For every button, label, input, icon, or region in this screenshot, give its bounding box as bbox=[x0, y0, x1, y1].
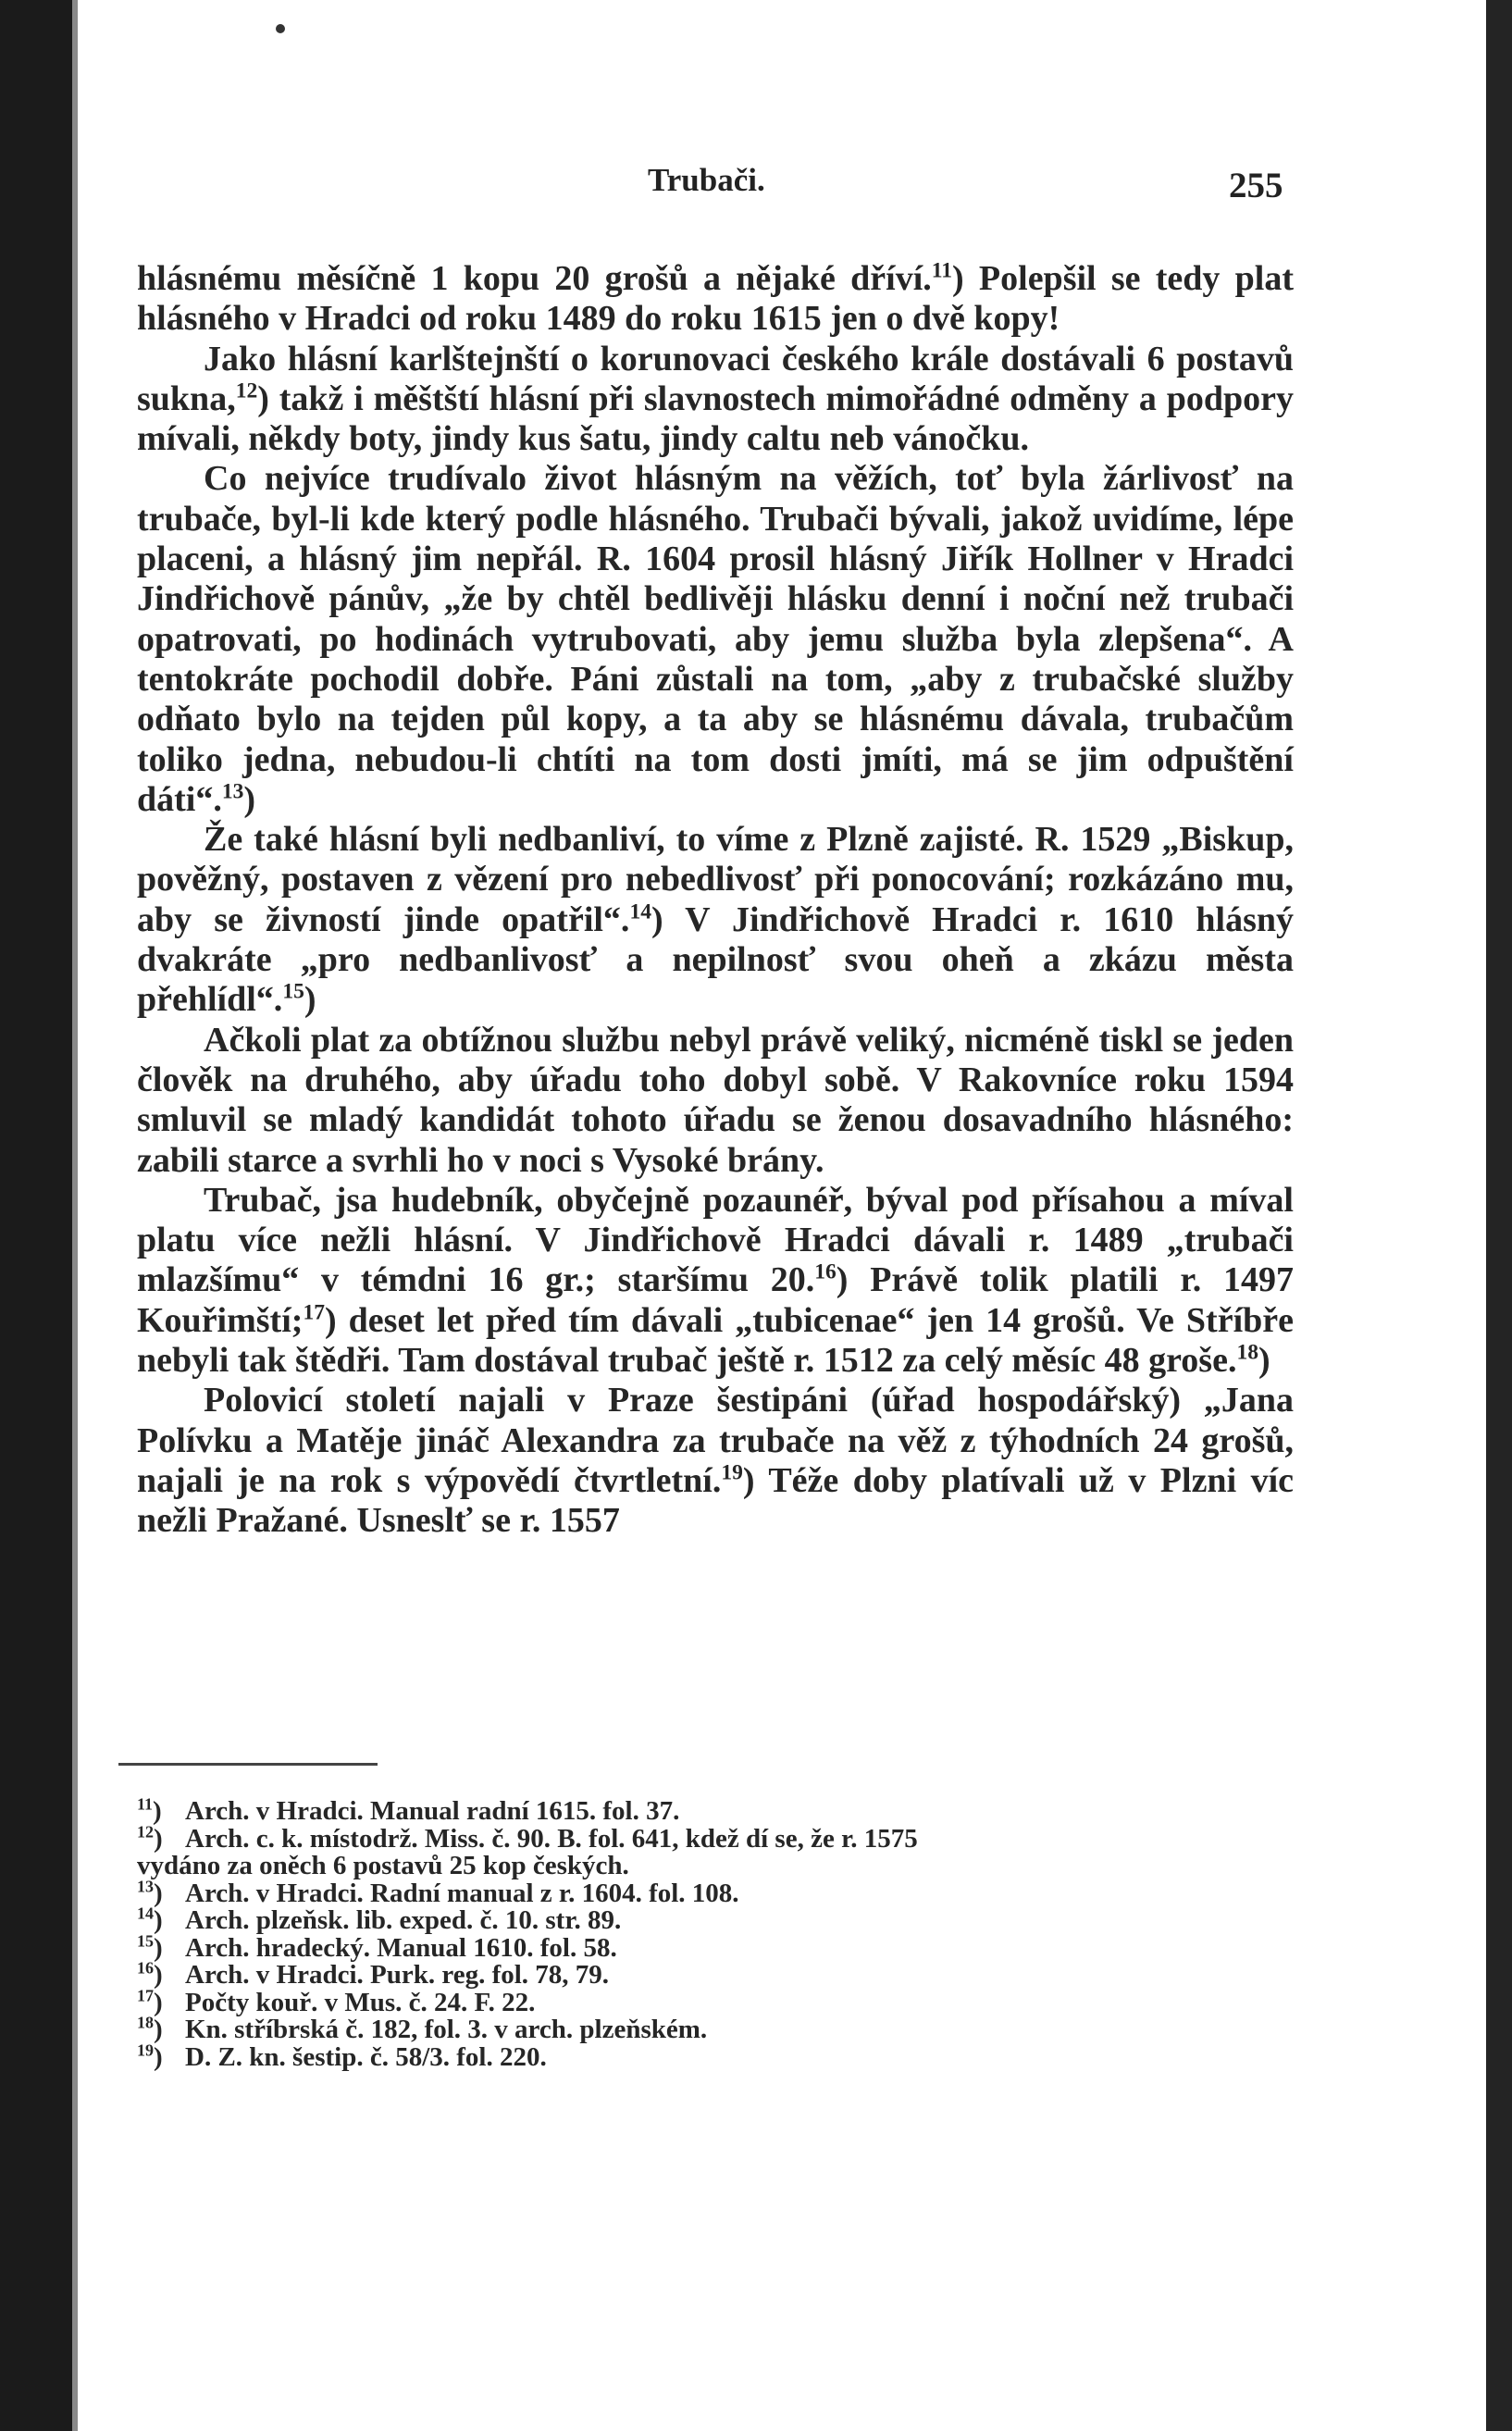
footnote-ref: 15 bbox=[282, 979, 304, 1004]
footnote: $^{15}$) Arch. hradecký. Manual 1610. fol. 58. bbox=[137, 1930, 617, 1963]
footnote-ref: 11 bbox=[931, 258, 953, 283]
paragraph: Polovicí století najali v Praze šestipáni (úřad hospodářský) „Jana Polívku a Matěje jináč Alexandra za trubače na věž z týhodních 24 grošů, najali je na rok s výpovědí čtvrtletní.$^{19}$) Téže doby platívali už v Plzni víc nežli Pražané. Usneslť se r. 1557 bbox=[137, 1381, 1294, 1541]
footnote-number: 19 bbox=[137, 2040, 154, 2059]
footnote-ref: 17 bbox=[303, 1300, 325, 1325]
footnote: $^{13}$) Arch. v Hradci. Radní manual z r. 1604. fol. 108. bbox=[137, 1876, 739, 1908]
paragraph: Trubač, jsa hudebník, obyčejně pozaunéř, býval pod přísahou a míval platu více nežli hlásní. V Jindřichově Hradci dávali r. 1489 „trubači mlazšímu“ v témdni 16 gr.; staršímu 20.16) Právě tolik platili r. 1497 Kouřimští;$^{17}$) deset let před tím dávali „tubicenae“ jen 14 grošů. Ve Stříbře nebyli tak štědři. Tam dostával trubač ještě r. 1512 za celý měsíc 48 groše.$^{18}$) bbox=[137, 1180, 1294, 1381]
footnote-number: 17 bbox=[137, 1985, 154, 2004]
footnote-ref: 14 bbox=[629, 899, 651, 924]
footnote: $^{12}$) Arch. c. k. místodrž. Miss. č. 90. B. fol. 641, kdež dí se, že r. 1575 vydáno za oněch 6 postavů 25 kop českých. bbox=[137, 1821, 918, 1880]
scan-left-edge bbox=[0, 0, 72, 2431]
paragraph: Co nejvíce trudívalo život hlásným na věžích, toť byla žárlivosť na trubače, byl-li kde který podle hlásného. Trubači bývali, jakož uvidíme, lépe placeni, a hlásný jim nepřál. R. 1604 prosil hlásný Jiřík Hollner v Hradci Jindřichově pánův, „že by chtěl bedlivěji hlásku denní i noční než trubači opatrovati, po hodinách vytrubovati, aby jemu služba byla zlepšena“. A tentokráte pochodil dobře. Páni zůstali na tom, „aby z trubačské služby odňato bylo na tejden půl kopy, a ta aby se hlásnému dávala, trubačům toliko jedna, nebudou-li chtíti na tom dosti jmíti, má se jim odpuštění dáti“.$^{13}$) bbox=[137, 459, 1294, 819]
footnote: $^{11}$) Arch. v Hradci. Manual radní 1615. fol. 37. bbox=[137, 1794, 680, 1826]
paragraph: Ačkoli plat za obtížnou službu nebyl právě veliký, nicméně tiskl se jeden člověk na druhého, aby úřadu toho dobyl sobě. V Rakovníce roku 1594 smluvil se mladý kandidát tohoto úřadu se ženou dosavadního hlásného: zabili starce a svrhli ho v noci s Vysoké brány. bbox=[137, 1020, 1294, 1180]
footnote: $^{18}$) Kn. stříbrská č. 182, fol. 3. v arch. plzeňském. bbox=[137, 2013, 708, 2044]
footnote-number: 14 bbox=[137, 1904, 154, 1923]
footnote-number: 15 bbox=[137, 1930, 154, 1950]
footnote-ref: 16 bbox=[814, 1259, 837, 1284]
footnote-number: 11 bbox=[137, 1794, 153, 1814]
paragraph: Že také hlásní byli nedbanliví, to víme z Plzně zajisté. R. 1529 „Biskup, pověžný, postaven z vězení pro nebedlivosť při ponocování; rozkázáno mu, aby se živností jinde opatřil“.$^{14}$) V Jindřichově Hradci r. 1610 hlásný dvakráte „pro nedbanlivosť a nepilnosť svou oheň a zkázu města přehlídl“.$^{15}$) bbox=[137, 820, 1294, 1020]
footnote: $^{17}$) Počty kouř. v Mus. č. 24. F. 22. bbox=[137, 1985, 536, 2017]
paragraph: hlásnému měsíčně 1 kopu 20 grošů a nějaké dříví.$^{11}$) Polepšil se tedy plat hlásného v Hradci od roku 1489 do roku 1615 jen o dvě kopy! bbox=[137, 258, 1294, 339]
footnote-number: 18 bbox=[137, 2013, 154, 2032]
main-text bbox=[137, 259, 1294, 1542]
scan-left-margin-shadow bbox=[72, 0, 78, 2431]
footnotes bbox=[137, 1794, 1294, 2072]
footnote-divider bbox=[118, 1763, 378, 1766]
footnote-ref: 12 bbox=[235, 378, 258, 403]
footnote-ref: 19 bbox=[721, 1460, 743, 1485]
footnote: $^{16}$) Arch. v Hradci. Purk. reg. fol. 78, 79. bbox=[137, 1958, 610, 1990]
scan-speck bbox=[276, 24, 285, 33]
running-header-title: Trubači. bbox=[648, 162, 765, 198]
scan-right-edge bbox=[1486, 0, 1512, 2431]
footnote-number: 13 bbox=[137, 1876, 154, 1895]
paragraph: Jako hlásní karlštejnští o korunovaci českého krále dostávali 6 postavů sukna,$^{12}$) takž i měštští hlásní při slavnostech mimořádné odměny a podpory mívali, někdy boty, jindy kus šatu, jindy caltu neb vánočku. bbox=[137, 339, 1294, 459]
footnote-number: 12 bbox=[137, 1821, 154, 1841]
footnote-number: 16 bbox=[137, 1958, 154, 1978]
footnote: $^{14}$) Arch. plzeňsk. lib. exped. č. 10. str. 89. bbox=[137, 1904, 622, 1935]
footnote-ref: 13 bbox=[221, 779, 244, 804]
footnote: $^{19}$) D. Z. kn. šestip. č. 58/3. fol. 220. bbox=[137, 2040, 547, 2072]
footnote-ref: 18 bbox=[1236, 1340, 1258, 1365]
page-number: 255 bbox=[1229, 166, 1283, 205]
